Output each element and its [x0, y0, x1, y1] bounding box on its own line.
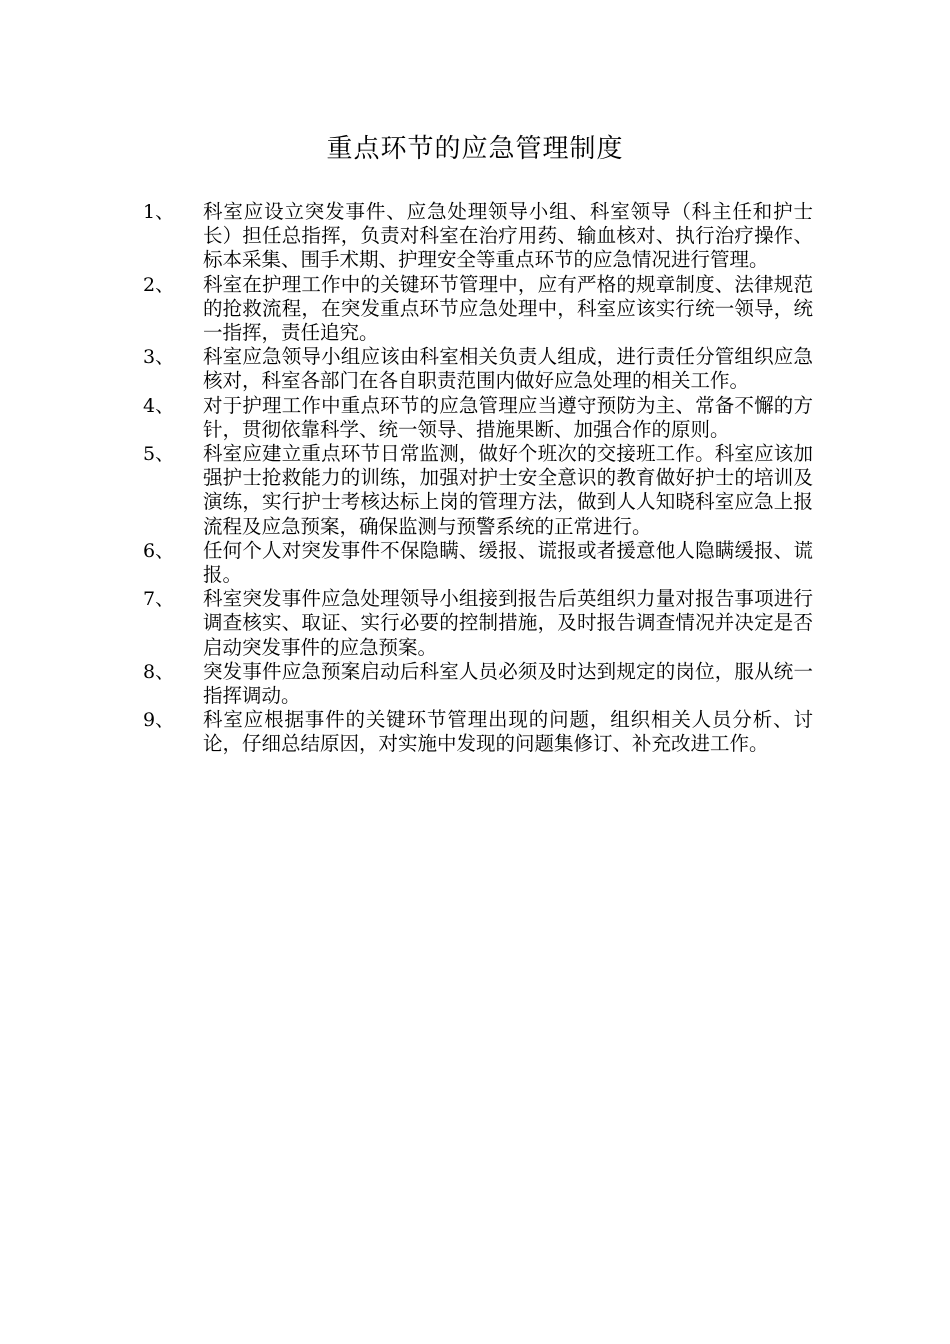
list-item-number: 5、	[143, 443, 175, 466]
list-item	[143, 273, 813, 346]
rules-list	[143, 200, 813, 757]
list-item-number: 9、	[143, 709, 175, 732]
list-item-text: 科室突发事件应急处理领导小组接到报告后英组织力量对报告事项进行调查核实、取证、实行必要的控制措施，及时报告调查情况并决定是否启动突发事件的应急预案。	[203, 587, 813, 659]
list-item-text: 对于护理工作中重点环节的应急管理应当遵守预防为主、常备不懈的方针，贯彻依靠科学、统一领导、措施果断、加强合作的原则。	[203, 393, 813, 441]
list-item-number: 3、	[143, 346, 175, 369]
list-item	[143, 200, 813, 273]
list-item-text: 科室应设立突发事件、应急处理领导小组、科室领导（科主任和护士长）担任总指挥，负责对科室在治疗用药、输血核对、执行治疗操作、标本采集、围手术期、护理安全等重点环节的应急情况进行管理。	[203, 200, 813, 272]
list-item	[143, 539, 813, 587]
list-item-number: 1、	[143, 201, 175, 223]
list-item-text: 科室应急领导小组应该由科室相关负责人组成，进行责任分管组织应急核对，科室各部门在各自职责范围内做好应急处理的相关工作。	[203, 345, 813, 393]
document-title: 重点环节的应急管理制度	[326, 134, 624, 164]
list-item-number: 8、	[143, 660, 175, 683]
list-item	[143, 587, 813, 660]
list-item	[143, 660, 813, 708]
list-item-text: 科室应根据事件的关键环节管理出现的问题，组织相关人员分析、讨论，仔细总结原因，对实施中发现的问题集修订、补充改进工作。	[203, 708, 813, 756]
list-item-text: 突发事件应急预案启动后科室人员必须及时达到规定的岗位，服从统一指挥调动。	[203, 659, 813, 708]
list-item-number: 4、	[143, 394, 175, 417]
list-item	[143, 345, 813, 393]
list-item-text: 科室在护理工作中的关键环节管理中，应有严格的规章制度、法律规范的抢救流程，在突发重点环节应急处理中，科室应该实行统一领导，统一指挥，责任追究。	[203, 272, 813, 345]
list-item-number: 2、	[143, 273, 175, 296]
list-item	[143, 708, 813, 756]
list-item	[143, 394, 813, 442]
list-item	[143, 442, 813, 539]
list-item-number: 7、	[143, 588, 175, 611]
list-item-text: 任何个人对突发事件不保隐瞒、缓报、谎报或者援意他人隐瞒缓报、谎报。	[203, 538, 813, 587]
list-item-text: 科室应建立重点环节日常监测，做好个班次的交接班工作。科室应该加强护士抢救能力的训练，加强对护士安全意识的教育做好护士的培训及演练，实行护士考核达标上岗的管理方法，做到人人知晓科室应急上报流程及应急预案，确保监测与预警系统的正常进行。	[203, 442, 813, 538]
list-item-number: 6、	[143, 539, 175, 562]
